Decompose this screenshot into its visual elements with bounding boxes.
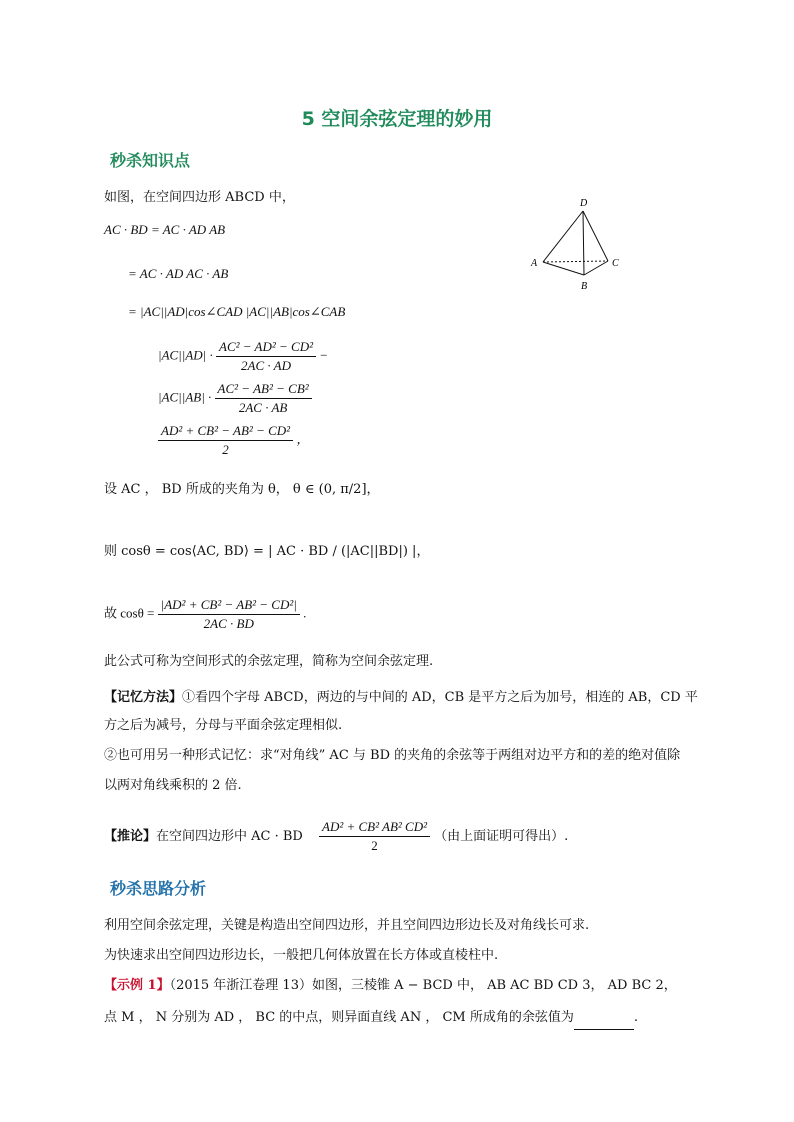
edge-ab xyxy=(543,262,584,275)
analysis-line-2: 为快速求出空间四边形边长，一般把几何体放置在长方体或直棱柱中. xyxy=(104,948,499,963)
edge-ac-hidden xyxy=(543,261,608,262)
eq4-numerator: AC² − AD² − CD² xyxy=(216,338,316,357)
hence-denominator: 2AC · BD xyxy=(203,616,254,631)
equation-line-4 xyxy=(158,338,328,375)
corollary-label: 【推论】 xyxy=(104,829,157,844)
memory-method-line-2: 方之后为减号，分母与平面余弦定理相似. xyxy=(104,718,343,733)
vertex-label-c: C xyxy=(612,258,619,269)
eq6-fraction xyxy=(158,422,293,459)
example-line-1 xyxy=(104,974,677,998)
analysis-line-1: 利用空间余弦定理，关键是构造出空间四边形，并且空间四边形边长及对角线长可求. xyxy=(104,918,590,933)
memory-label: 【记忆方法】 xyxy=(104,690,183,705)
memory-alt-line-2: 以两对角线乘积的 2 倍. xyxy=(104,778,242,793)
edge-db xyxy=(583,211,584,275)
hence-prefix: 故 cosθ = xyxy=(104,605,155,621)
corollary-suffix: （由上面证明可得出）. xyxy=(434,829,569,844)
vertex-label-a: A xyxy=(531,258,538,269)
eq5-denominator: 2AC · AB xyxy=(238,400,288,415)
intro-text: 如图，在空间四边形 ABCD 中， xyxy=(104,190,295,205)
corollary-numerator: AD² + CB² AB² CD² xyxy=(319,818,430,837)
example-text-1: （2015 年浙江卷理 13）如图，三棱锥 A − BCD 中， AB AC BD CD 3， AD BC 2， xyxy=(169,978,677,993)
eq4-denominator: 2AC · AD xyxy=(241,358,291,373)
eq6-denominator: 2 xyxy=(222,442,229,457)
equation-line-5 xyxy=(158,380,312,417)
memory-alt-line-1: ②也可用另一种形式记忆：求“对角线” AC 与 BD 的夹角的余弦等于两组对边平方和的差的绝对值除 xyxy=(104,748,681,763)
section-heading-analysis: 秒杀思路分析 xyxy=(110,879,207,898)
eq6-suffix: ， xyxy=(296,431,310,447)
vertex-label-b: B xyxy=(581,281,588,292)
example-text-2: 点 M ， N 分别为 AD ， BC 的中点，则异面直线 AN ， CM 所成角的余弦值为 xyxy=(104,1010,574,1025)
section-heading-knowledge: 秒杀知识点 xyxy=(110,151,191,170)
hence-fraction xyxy=(158,596,300,633)
eq5-fraction xyxy=(215,380,312,417)
eq5-numerator: AC² − AB² − CB² xyxy=(215,380,312,399)
equation-line-2: = AC · AD AC · AB xyxy=(128,266,229,281)
hence-numerator: |AD² + CB² − AB² − CD²| xyxy=(158,596,300,615)
equation-line-6 xyxy=(158,422,309,459)
eq6-numerator: AD² + CB² − AB² − CD² xyxy=(158,422,293,441)
corollary-fraction xyxy=(319,818,430,855)
example-label: 【示例 1】 xyxy=(104,978,170,993)
eq4-suffix: − xyxy=(319,347,329,363)
edge-da xyxy=(543,211,583,262)
edge-bc xyxy=(584,261,608,275)
example-end: . xyxy=(633,1010,638,1025)
corollary-prefix: 在空间四边形中 AC · BD xyxy=(156,829,303,844)
hence-suffix: . xyxy=(303,605,307,621)
hence-formula xyxy=(104,596,306,633)
page-title: 5 空间余弦定理的妙用 xyxy=(301,108,493,130)
memory-text-1: ①看四个字母 ABCD，两边的与中间的 AD，CB 是平方之后为加号，相连的 AB，CD 平 xyxy=(182,690,698,705)
law-statement: 此公式可称为空间形式的余弦定理，简称为空间余弦定理. xyxy=(104,654,434,669)
eq4-prefix: |AC||AD| · xyxy=(158,347,213,363)
equation-line-3: = |AC||AD|cos∠CAD |AC||AB|cos∠CAB xyxy=(128,304,346,319)
corollary-denominator: 2 xyxy=(371,838,378,853)
angle-definition: 设 AC ， BD 所成的夹角为 θ， θ ∈ (0, π/2]， xyxy=(104,482,380,497)
cosine-definition: 则 cosθ = cos⟨AC, BD⟩ = | AC · BD / (|AC||BD|) |， xyxy=(104,544,430,559)
corollary-line xyxy=(104,818,568,855)
eq5-prefix: |AC||AB| · xyxy=(158,389,212,405)
vertex-label-d: D xyxy=(580,198,588,209)
equation-line-1: AC · BD = AC · AD AB xyxy=(104,222,226,237)
answer-blank[interactable] xyxy=(574,1015,634,1030)
eq4-fraction xyxy=(216,338,316,375)
tetrahedron-figure xyxy=(525,195,630,295)
edge-dc xyxy=(583,211,608,261)
example-line-2 xyxy=(104,1006,638,1030)
memory-method-line-1 xyxy=(104,686,698,710)
